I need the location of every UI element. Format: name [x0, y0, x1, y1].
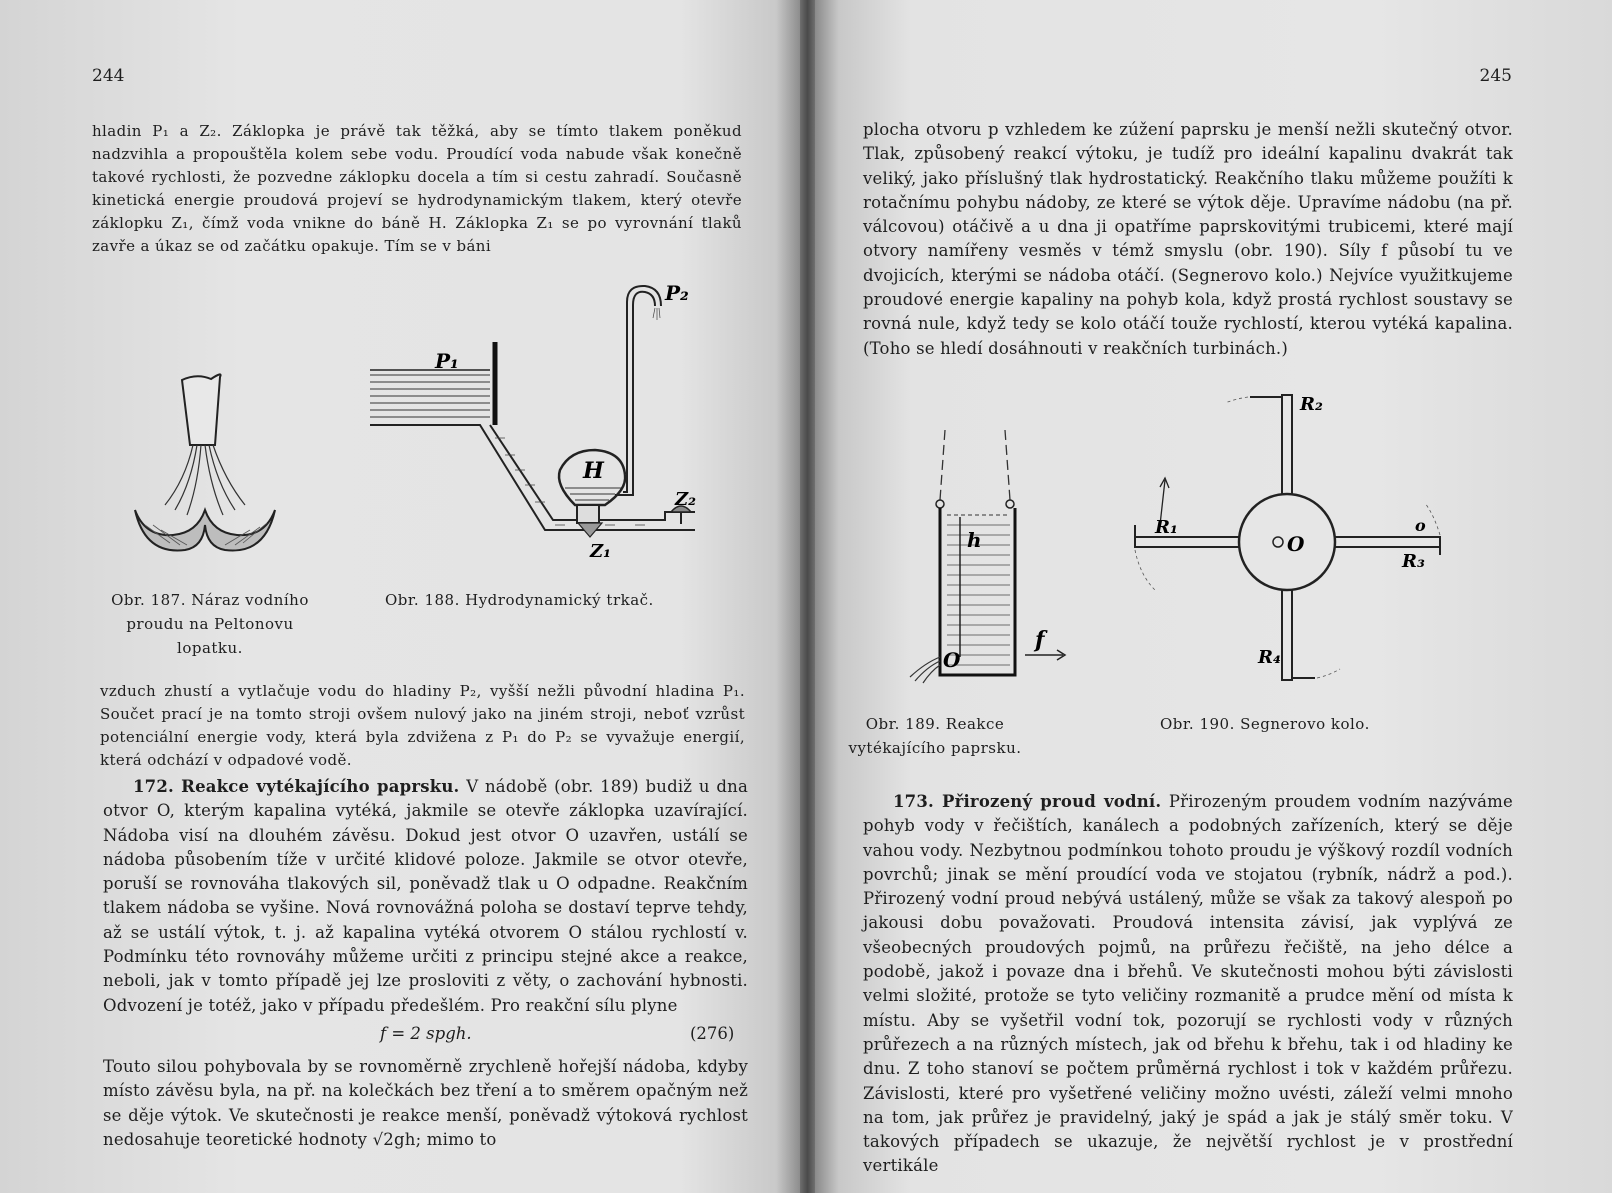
- caption-fig-187: Obr. 187. Náraz vodního proudu na Peltonovu lopatku.: [111, 591, 309, 657]
- equation-number-276: (276): [690, 1024, 735, 1043]
- caption-fig-188: Obr. 188. Hydrodynamický trkač.: [385, 591, 654, 609]
- paragraph-top-left: hladin P₁ a Z₂. Záklopka je právě tak těžká, aby se tímto tlakem poněkud nadzvihla a propouštěla kolem sebe vodu. Proudící voda nabude však konečně takové rychlosti, že pozvedne záklopku docela a tím si cestu zahradí. Současně kinetická energie proudová projeví se hydrodynamickým tlakem, který otevře záklopku Z₁, čímž voda vnikne do báně H. Záklopka Z₁ se po vyrovnání tlaků zavře a úkaz se od začátku opakuje. Tím se v báni: [92, 122, 742, 255]
- figure-187-pelton-bucket: [125, 365, 325, 575]
- caption-fig-190: Obr. 190. Segnerovo kolo.: [1160, 715, 1370, 733]
- paragraph-top-right: plocha otvoru p vzhledem ke zúžení paprsku je menší nežli skutečný otvor. Tlak, způsobený reakcí výtoku, je tudíž pro ideální kapalinu dvakrát tak veliký, jako příslušný tlak hydrostatický. Reakčního tlaku můžeme použíti k rotačnímu pohybu nádoby, ze které se výtok děje. Upravíme nádobu (na př. válcovou) otáčivě a u dna ji opatříme paprskovitými trubicemi, které mají otvory namířeny vesměs v témž smyslu (obr. 190). Síly f působí tu ve dvojicích, kterými se nádoba otáčí. (Segnerovo kolo.) Nejvíce využitkujeme proudové energie kapaliny na pohyb kola, když prostá rychlost soustavy se rovná nule, když tedy se kolo otáčí touže rychlostí, kterou vytéká kapalina. (Toho se hledí dosáhnouti v reakčních turbinách.): [863, 120, 1513, 358]
- section-173: [863, 790, 1513, 1179]
- right-page: [815, 0, 1612, 1193]
- left-page: [0, 0, 800, 1193]
- label-p1: P₁: [435, 349, 459, 373]
- page-number-left: 244: [92, 66, 125, 86]
- equation-276: f = 2 spgh.: [380, 1024, 472, 1043]
- label-f: f: [1035, 627, 1045, 653]
- label-o: O: [943, 648, 961, 672]
- figure-190-segner-wheel: [1130, 385, 1450, 705]
- label-o-center: O: [1287, 532, 1305, 556]
- label-h: H: [583, 458, 604, 484]
- label-r4: R₄: [1258, 647, 1281, 668]
- section-172-body: V nádobě (obr. 189) budiž u dna otvor O, kterým kapalina vytéká, jakmile se otevře záklopka uzavírající. Nádoba visí na dlouhém závěsu. Dokud jest otvor O uzavřen, ustálí se nádoba působením tíže v určité klidové poloze. Jakmile se otvor otevře, poruší se rovnováha tlakových sil, poněvadž tlak u O odpadne. Reakčním tlakem nádoba se vyšine. Nová rovnovážná poloha se dostaví teprve tehdy, až se ustálí výtok, t. j. až kapalina vytéká otvorem O stálou rychlostí v. Podmínku této rovnováhy můžeme určiti z principu stejné akce a reakce, neboli, jak v tomto případě jej lze prosloviti z věty, o zachování hybnosti. Odvození je totéž, jako v případu předešlém. Pro reakční sílu plyne: [103, 777, 749, 1015]
- figure-189-reaction-vessel: [885, 425, 1085, 695]
- label-r3: R₃: [1402, 551, 1425, 572]
- label-p2: P₂: [665, 281, 689, 305]
- label-z2: Z₂: [675, 489, 697, 510]
- label-z1: Z₁: [590, 541, 612, 562]
- caption-fig-189: Obr. 189. Reakce vytékajícího paprsku.: [848, 715, 1022, 757]
- section-173-heading: 173. Přirozený proud vodní.: [893, 792, 1162, 811]
- label-r1: R₁: [1155, 517, 1178, 538]
- section-172: [103, 775, 748, 1018]
- paragraph-mid-left: vzduch zhustí a vytlačuje vodu do hladiny P₂, vyšší nežli původní hladina P₁. Součet prací je na tomto stroji ovšem nulový jako na jiném stroji, neboť vzrůst potenciální energie vody, která byla zdvižena z P₁ do P₂ se vyvažuje energií, která odchází v odpadové vodě.: [100, 682, 745, 769]
- page-number-right: 245: [1479, 66, 1512, 86]
- label-r2: R₂: [1300, 394, 1323, 415]
- figure-188-hydraulic-ram: [365, 280, 705, 570]
- section-173-body: Přirozeným proudem vodním nazýváme pohyb vody v řečištích, kanálech a podobných zařízeních, který se děje vahou vody. Nezbytnou podmínkou tohoto proudu je výškový rozdíl vodních povrchů; jinak se mění proudící voda ve stojatou (rybník, nádrž a pod.). Přirozený vodní proud nebývá ustálený, může se však za takový alespoň po jakousi dobu považovati. Proudová intensita závisí, jak vyplývá ze všeobecných proudových pojmů, na průřezu řečiště, na jeho délce a podobě, jakož i povaze dna i břehů. Ve skutečnosti mohou býti závislosti velmi složité, protože se tyto veličiny rozmanitě a prudce mění od místa k místu. Aby se vyšetřil vodní tok, pozorují se rychlosti vody v různých průřezech a na různých místech, jak od břehu k břehu, tak i od hladiny ke dnu. Z toho stanoví se počtem průměrná rychlost i tok v každém průřezu. Závislosti, které pro vyšetřené veličiny možno uvésti, záleží velmi mnoho na tom, jak průřez je pravidelný, jaký je spád a jak je stálý směr toku. V takových případech se ukazuje, že největší rychlost je v prostřední vertikále: [863, 792, 1513, 1176]
- book-gutter: [800, 0, 815, 1193]
- paragraph-bottom-left: Touto silou pohybovala by se rovnoměrně zrychleně hořejší nádoba, kdyby místo závěsu byla, na př. na kolečkách bez tření a to směrem opačným než se děje výtok. Ve skutečnosti je reakce menší, poněvadž výtoková rychlost nedosahuje teoretické hodnoty √2gh; mimo to: [103, 1057, 748, 1149]
- label-o-small: o: [1415, 516, 1426, 535]
- label-h-small: h: [967, 528, 982, 552]
- section-172-heading: 172. Reakce vytékajícího paprsku.: [133, 777, 460, 796]
